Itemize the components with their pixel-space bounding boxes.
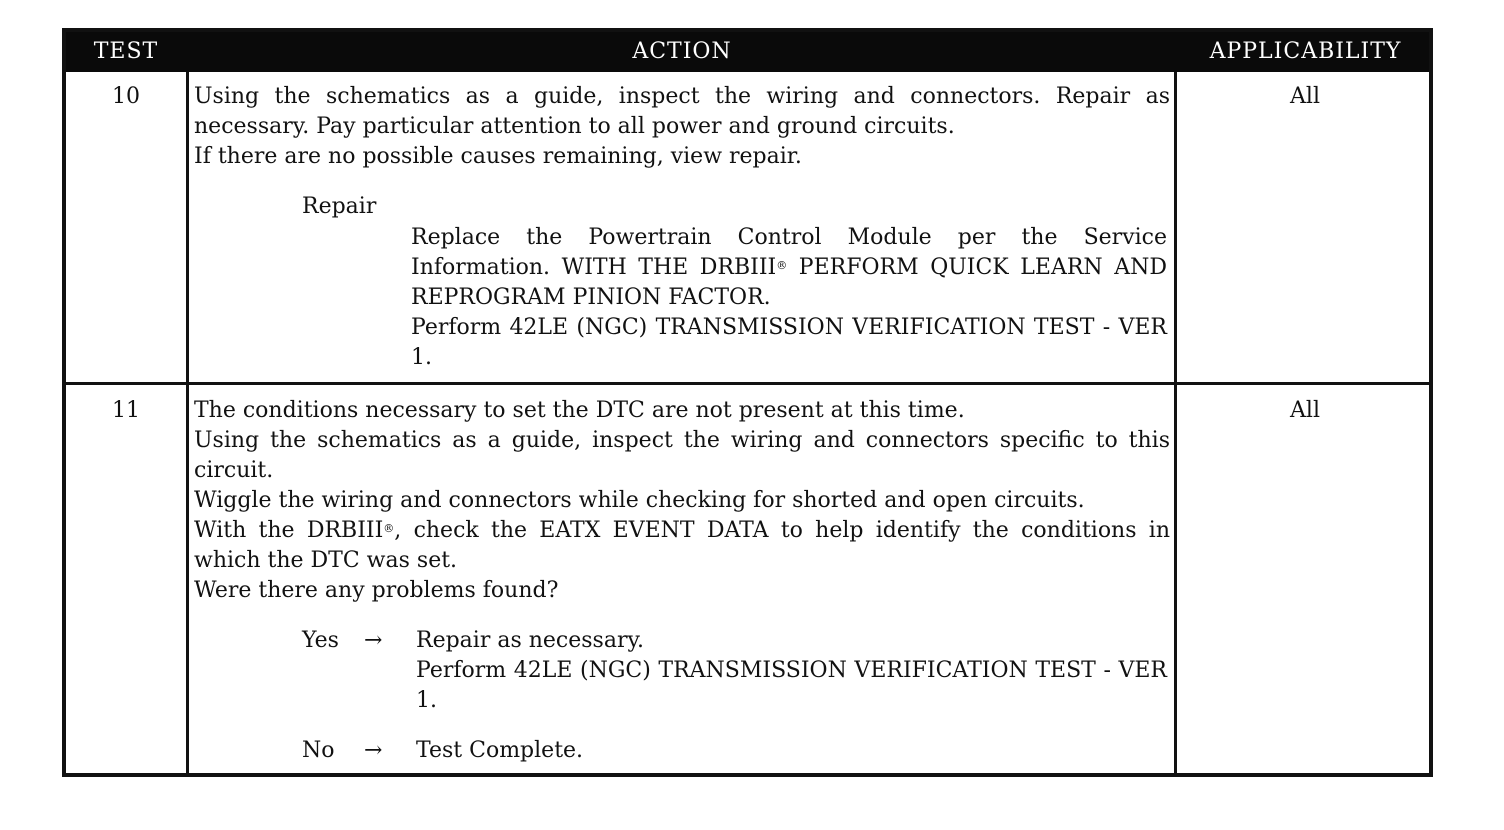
outcome-text-no <box>416 736 1167 766</box>
action-line: Wiggle the wiring and connectors while checking for shorted and open circuits. <box>194 488 1085 513</box>
action-line: Using the schematics as a guide, inspect the wiring and connectors. Repair as necessary. Pay particular attention to all power and ground circuits. <box>194 84 1170 139</box>
test-number-10: 10 <box>112 84 140 109</box>
applicability-11: All <box>1290 398 1320 423</box>
outcome-text-yes <box>416 626 1167 716</box>
action-line: Using the schematics as a guide, inspect the wiring and connectors specific to this circuit. <box>194 428 1170 483</box>
header-test: TEST <box>93 39 159 64</box>
action-line: With the DRBIII®, check the EATX EVENT DATA to help identify the conditions in which the DTC was set. <box>194 518 1170 573</box>
action-line: The conditions necessary to set the DTC are not present at this time. <box>194 398 965 423</box>
action-line: Were there any problems found? <box>194 578 559 603</box>
diagnostic-table <box>62 28 1433 777</box>
table-header <box>66 32 1429 72</box>
outcome-text-repair <box>411 223 1167 373</box>
outcome-line: Test Complete. <box>416 738 584 763</box>
registered-mark: ® <box>383 522 395 535</box>
action-text-10 <box>194 82 1170 172</box>
header-applicability: APPLICABILITY <box>1209 39 1402 64</box>
outcome-line: Replace the Powertrain Control Module per the Service Information. WITH THE DRBIII® PERFORM QUICK LEARN AND REPROGRAM PINION FACTOR. <box>411 225 1168 310</box>
outcome-label-repair: Repair <box>302 194 377 219</box>
outcome-line: Perform 42LE (NGC) TRANSMISSION VERIFICATION TEST - VER 1. <box>411 315 1167 370</box>
outcome-label-yes: Yes <box>302 628 339 653</box>
test-number-11: 11 <box>112 398 140 423</box>
outcome-label-no: No <box>302 738 335 763</box>
arrow-icon: → <box>364 738 383 763</box>
outcome-line: Perform 42LE (NGC) TRANSMISSION VERIFICATION TEST - VER 1. <box>416 658 1167 713</box>
outcome-line: Repair as necessary. <box>416 628 644 653</box>
arrow-icon: → <box>364 628 383 653</box>
action-text-11 <box>194 396 1170 606</box>
header-action: ACTION <box>632 39 732 64</box>
registered-mark: ® <box>776 259 788 272</box>
applicability-10: All <box>1290 84 1320 109</box>
action-line: If there are no possible causes remaining, view repair. <box>194 144 802 169</box>
column-divider <box>186 72 189 773</box>
row-divider <box>66 382 1429 385</box>
